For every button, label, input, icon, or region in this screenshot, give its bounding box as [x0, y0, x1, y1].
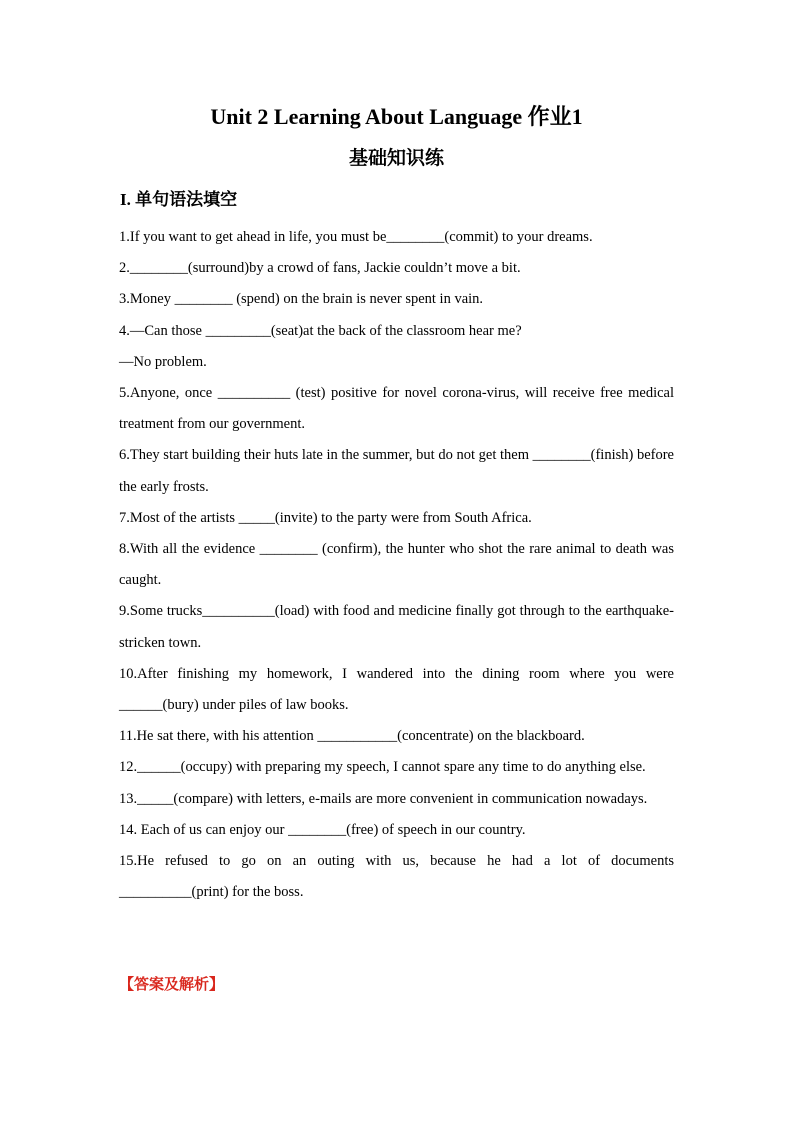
- question-3: 3.Money ________ (spend) on the brain is never spent in vain.: [119, 291, 484, 308]
- question-11: 11.He sat there, with his attention ___________(concentrate) on the blackboard.: [119, 728, 585, 745]
- question-7: 7.Most of the artists _____(invite) to the party were from South Africa.: [119, 509, 532, 526]
- question-12: 12.______(occupy) with preparing my speech, I cannot spare any time to do anything else.: [119, 759, 646, 776]
- section-heading: I. 单句语法填空: [120, 190, 238, 209]
- question-9: 9.Some trucks__________(load) with food and medicine finally got through to the earthquake-stricken town.: [119, 603, 674, 651]
- question-2: 2.________(surround)by a crowd of fans, Jackie couldn’t move a bit.: [119, 260, 521, 277]
- question-5: 5.Anyone, once __________ (test) positive for novel corona-virus, will receive free medical treatment from our government.: [119, 385, 674, 433]
- question-6: 6.They start building their huts late in the summer, but do not get them ________(finish) before the early frosts.: [119, 447, 674, 495]
- question-13: 13._____(compare) with letters, e-mails are more convenient in communication nowadays.: [119, 790, 648, 807]
- question-4-reply: —No problem.: [119, 353, 207, 370]
- page-subtitle: 基础知识练: [348, 148, 444, 169]
- question-1: 1.If you want to get ahead in life, you must be________(commit) to your dreams.: [119, 229, 593, 245]
- question-14: 14. Each of us can enjoy our ________(free) of speech in our country.: [119, 821, 526, 838]
- question-10: 10.After finishing my homework, I wandered into the dining room where you were ______(bury) under piles of law books.: [119, 665, 674, 714]
- question-list: [119, 222, 674, 908]
- question-15: 15.He refused to go on an outing with us, because he had a lot of documents __________(print) for the boss.: [119, 853, 674, 901]
- page-title: Unit 2 Learning About Language 作业1: [210, 104, 583, 129]
- question-4: 4.—Can those _________(seat)at the back of the classroom hear me?: [119, 322, 522, 339]
- question-8: 8.With all the evidence ________ (confirm), the hunter who shot the rare animal to death was caught.: [119, 541, 674, 589]
- answer-section-label: 【答案及解析】: [119, 977, 225, 993]
